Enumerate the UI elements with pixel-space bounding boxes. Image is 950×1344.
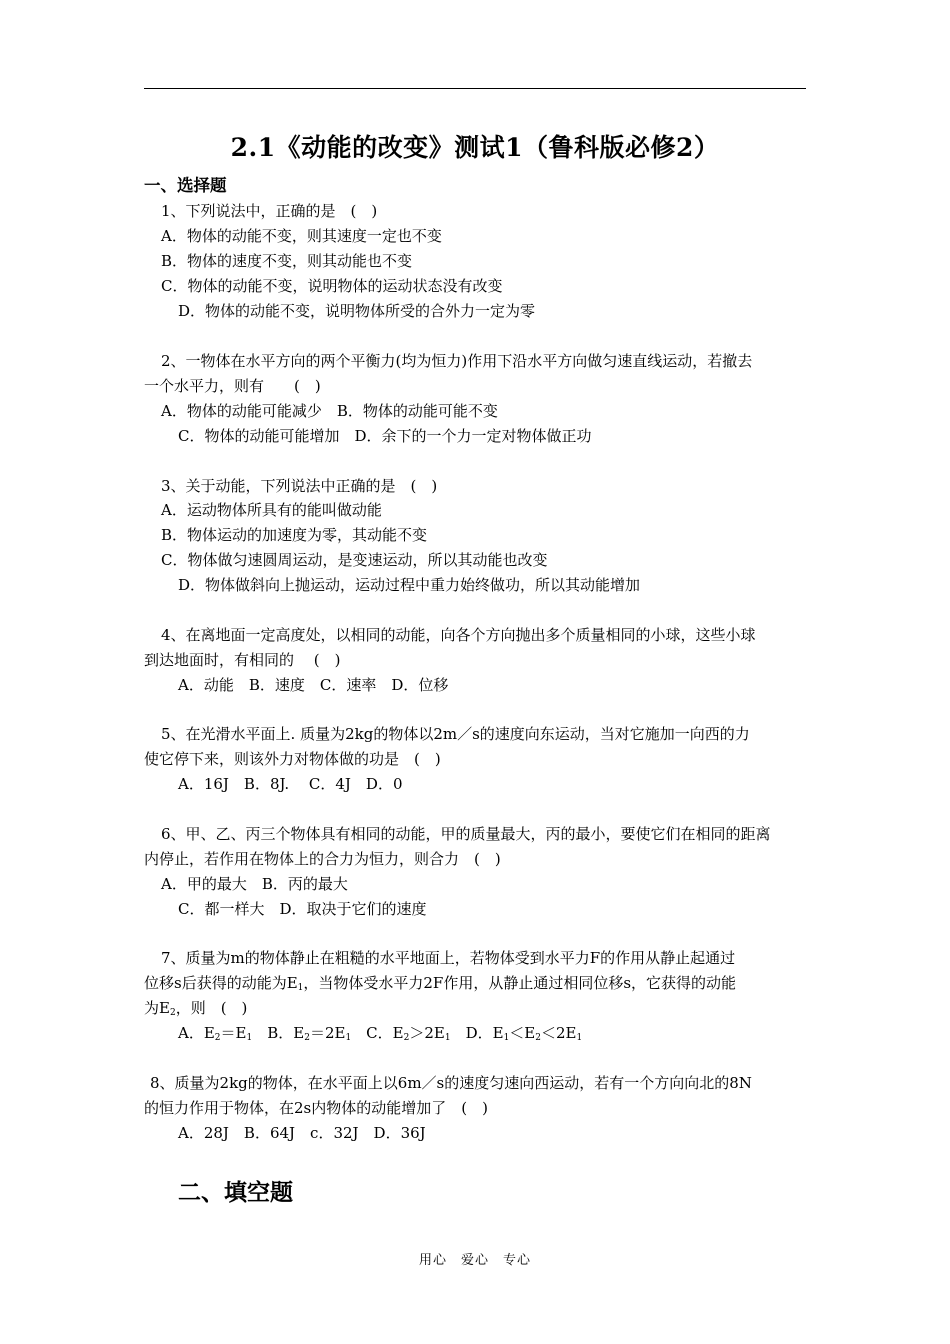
question-7-stem-line3: 为$E_2$，则 ( ) <box>144 999 248 1018</box>
page-footer: 用心 爱心 专心 <box>418 1253 531 1268</box>
header-rule <box>144 88 806 89</box>
question-2-stem-line2: 一个水平力，则有 ( ) <box>144 377 321 395</box>
section-heading-fill: 二、填空题 <box>178 1179 293 1206</box>
question-5-stem-line2: 使它停下来，则该外力对物体做的功是 ( ) <box>144 750 441 768</box>
question-1-option-d: D．物体的动能不变，说明物体所受的合外力一定为零 <box>178 302 536 320</box>
question-1-stem: 1、下列说法中，正确的是 ( ) <box>161 202 378 220</box>
question-8-stem-line2: 的恒力作用于物体，在2s内物体的动能增加了 ( ) <box>144 1099 488 1117</box>
question-6-options-cd: C．都一样大 D．取决于它们的速度 <box>178 900 427 918</box>
question-7-stem-line1: 7、质量为m的物体静止在粗糙的水平地面上，若物体受到水平力F的作用从静止起通过 <box>161 949 736 967</box>
question-8-stem-line1: 8、质量为2kg的物体，在水平面上以6m／s的速度匀速向西运动，若有一个方向向北的8N <box>150 1074 752 1092</box>
question-3-option-a: A．运动物体所具有的能叫做动能 <box>161 501 382 519</box>
question-5-stem-line1: 5、在光滑水平面上. 质量为2kg的物体以2m／s的速度向东运动，当对它施加一向西的力 <box>161 725 750 743</box>
question-1-option-a: A．物体的动能不变，则其速度一定也不变 <box>161 227 442 245</box>
question-7-stem-line2: 位移s后获得的动能为$E_1$，当物体受水平力2F作用，从静止通过相同位移s，它获得的动能 <box>144 974 737 993</box>
question-2-options-cd: C．物体的动能可能增加 D．余下的一个力一定对物体做正功 <box>178 427 592 445</box>
question-3-option-c: C．物体做匀速圆周运动，是变速运动，所以其动能也改变 <box>161 551 548 569</box>
question-4-stem-line2: 到达地面时，有相同的 ( ) <box>144 651 341 669</box>
question-8-options: A．28J B．64J c．32J D．36J <box>178 1124 426 1142</box>
question-5-options: A．16J B．8J. C．4J D．0 <box>178 775 403 793</box>
section-heading-choice: 一、选择题 <box>144 176 227 195</box>
question-1-option-b: B．物体的速度不变，则其动能也不变 <box>161 252 413 270</box>
question-3-stem: 3、关于动能，下列说法中正确的是 ( ) <box>161 477 438 495</box>
question-1-option-c: C．物体的动能不变，说明物体的运动状态没有改变 <box>161 277 503 295</box>
question-2-options-ab: A．物体的动能可能减少 B．物体的动能可能不变 <box>161 402 498 420</box>
question-2-stem-line1: 2、一物体在水平方向的两个平衡力(均为恒力)作用下沿水平方向做匀速直线运动，若撤去 <box>161 352 753 370</box>
question-3-option-b: B．物体运动的加速度为零，其动能不变 <box>161 526 428 544</box>
question-6-stem-line1: 6、甲、乙、丙三个物体具有相同的动能，甲的质量最大，丙的最小，要使它们在相同的距离 <box>161 825 771 843</box>
question-6-options-ab: A．甲的最大 B．丙的最大 <box>161 875 348 893</box>
question-4-options: A．动能 B．速度 C．速率 D．位移 <box>178 676 449 694</box>
question-3-option-d: D．物体做斜向上抛运动，运动过程中重力始终做功，所以其动能增加 <box>178 576 641 594</box>
question-7-options: A．$E_2=E_1$ B．$E_2=2E_1$ C．$E_2>2E_1$ D．$E_1<E_2<2E_1$ <box>178 1024 583 1043</box>
question-6-stem-line2: 内停止，若作用在物体上的合力为恒力，则合力 ( ) <box>144 850 501 868</box>
page-title: 2.1《动能的改变》测试1（鲁科版必修2） <box>230 133 720 162</box>
question-4-stem-line1: 4、在离地面一定高度处，以相同的动能，向各个方向抛出多个质量相同的小球，这些小球 <box>161 626 756 644</box>
